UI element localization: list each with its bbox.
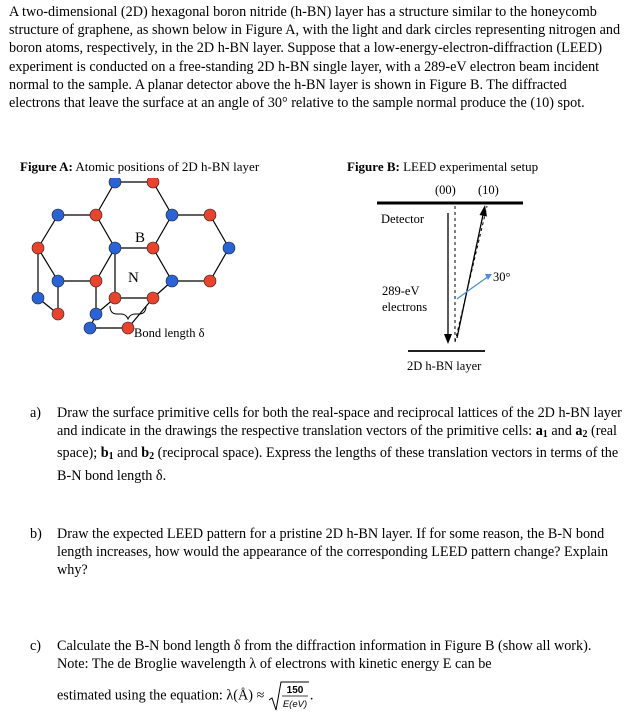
- boron-atom: [52, 209, 64, 221]
- electrons-label-line1: 289-eV: [382, 284, 420, 298]
- lattice-bonds: [38, 182, 229, 328]
- equation-sqrt: [268, 679, 310, 713]
- question-b: [30, 525, 622, 580]
- question-c-label: c): [30, 638, 42, 654]
- vector-b1: $b_1$: [100, 445, 114, 463]
- nitrogen-atom: [90, 209, 102, 221]
- nitrogen-atom: [32, 242, 44, 254]
- boron-atom: [32, 292, 44, 304]
- equation-line: [57, 679, 622, 713]
- diffracted-beam: [457, 210, 484, 338]
- nitrogen-atom: [147, 178, 159, 188]
- question-a-text-1: Draw the surface primitive cells for both the real-space and reciprocal lattices of the 2D h-BN layer and indicate in the drawings the respective translation vectors of the primitive cells:: [57, 405, 622, 440]
- equation-numerator: 150: [286, 685, 304, 697]
- lattice-atoms: [32, 178, 235, 334]
- boron-atom: [52, 275, 64, 287]
- figure-a-title: Atomic positions of 2D h-BN layer: [72, 159, 260, 174]
- intro-paragraph: A two-dimensional (2D) hexagonal boron nitride (h-BN) layer has a structure similar to the honeycomb structure of graphene, as shown below in Figure A, with the light and dark circles representing nitrogen and boron atoms, respectively, in the 2D h-BN layer. Suppose that a low-energy-electron-diffraction (LEED) experiment is conducted on a free-standing 2D h-BN single layer, with a 289-eV electron beam incident normal to the sample. A planar detector above the h-BN layer is shown in Figure B. The diffracted electrons that leave the surface at an angle of 30° relative to the sample normal produce the (10) spot.: [9, 4, 621, 112]
- nitrogen-atom: [204, 209, 216, 221]
- boron-atom: [166, 209, 178, 221]
- nitrogen-atom: [147, 242, 159, 254]
- boron-atom: [84, 322, 96, 334]
- figure-a-caption: [20, 159, 259, 175]
- nitrogen-atom: [52, 308, 64, 320]
- boron-atom: [109, 242, 121, 254]
- question-a-and-1: and: [547, 423, 576, 440]
- question-a-text-2: (reciprocal space). Express the lengths of these translation vectors in terms of the B-N bond length δ.: [57, 445, 619, 484]
- boron-atom: [223, 242, 235, 254]
- angle-arc-arrowhead: [485, 274, 492, 280]
- figure-b-setup: [375, 178, 535, 378]
- vector-a2: $a_2$: [575, 423, 588, 441]
- question-c-text-1: Calculate the B-N bond length δ from the diffraction information in Figure B (show all work). Note: The de Broglie wavelength λ of electrons with kinetic energy E can be: [57, 638, 592, 673]
- label-boron: B: [135, 230, 146, 246]
- figure-b-label: Figure B:: [347, 159, 400, 174]
- figure-b-title: LEED experimental setup: [399, 159, 539, 174]
- incident-beam-arrowhead: [444, 334, 452, 344]
- question-c: [30, 637, 622, 713]
- question-a-and-2: and: [113, 445, 142, 462]
- nitrogen-atom: [109, 292, 121, 304]
- angle-label: 30°: [493, 270, 511, 284]
- vector-a1: $a_1$: [535, 423, 548, 441]
- nitrogen-atom: [147, 292, 159, 304]
- spot-00-label: (00): [435, 183, 456, 197]
- equation-denominator: E(eV): [282, 699, 308, 711]
- question-b-label: b): [30, 526, 42, 542]
- question-b-text: Draw the expected LEED pattern for a pristine 2D h-BN layer. If for some reason, the B-N bond length increases, how would the appearance of the corresponding LEED pattern change? Explain why?: [57, 526, 609, 579]
- equation-period: .: [309, 687, 314, 704]
- question-c-text-2: estimated using the equation: λ(Å) ≈: [57, 687, 268, 704]
- detector-label: Detector: [381, 212, 425, 226]
- question-a: [30, 404, 622, 485]
- bond-length-label: Bond length δ: [134, 326, 205, 340]
- figure-a-lattice: [20, 178, 260, 348]
- nitrogen-atom: [204, 275, 216, 287]
- angle-arc-30: [457, 276, 489, 299]
- electrons-label-line2: electrons: [382, 300, 428, 314]
- vector-b2: $b_2$: [141, 445, 155, 463]
- question-a-label: a): [30, 405, 42, 421]
- boron-atom: [166, 275, 178, 287]
- spot-10-label: (10): [478, 183, 499, 197]
- boron-atom: [109, 178, 121, 188]
- boron-atom: [90, 308, 102, 320]
- figure-a-label: Figure A:: [20, 159, 73, 174]
- question-c-text: [57, 637, 622, 713]
- figure-b-caption: [347, 159, 538, 175]
- question-a-text: [57, 404, 622, 485]
- nitrogen-atom: [90, 275, 102, 287]
- question-a-mid: (real space);: [57, 423, 618, 462]
- label-nitrogen: N: [128, 270, 139, 286]
- nitrogen-atom: [122, 322, 134, 334]
- sample-label: 2D h-BN layer: [407, 359, 482, 373]
